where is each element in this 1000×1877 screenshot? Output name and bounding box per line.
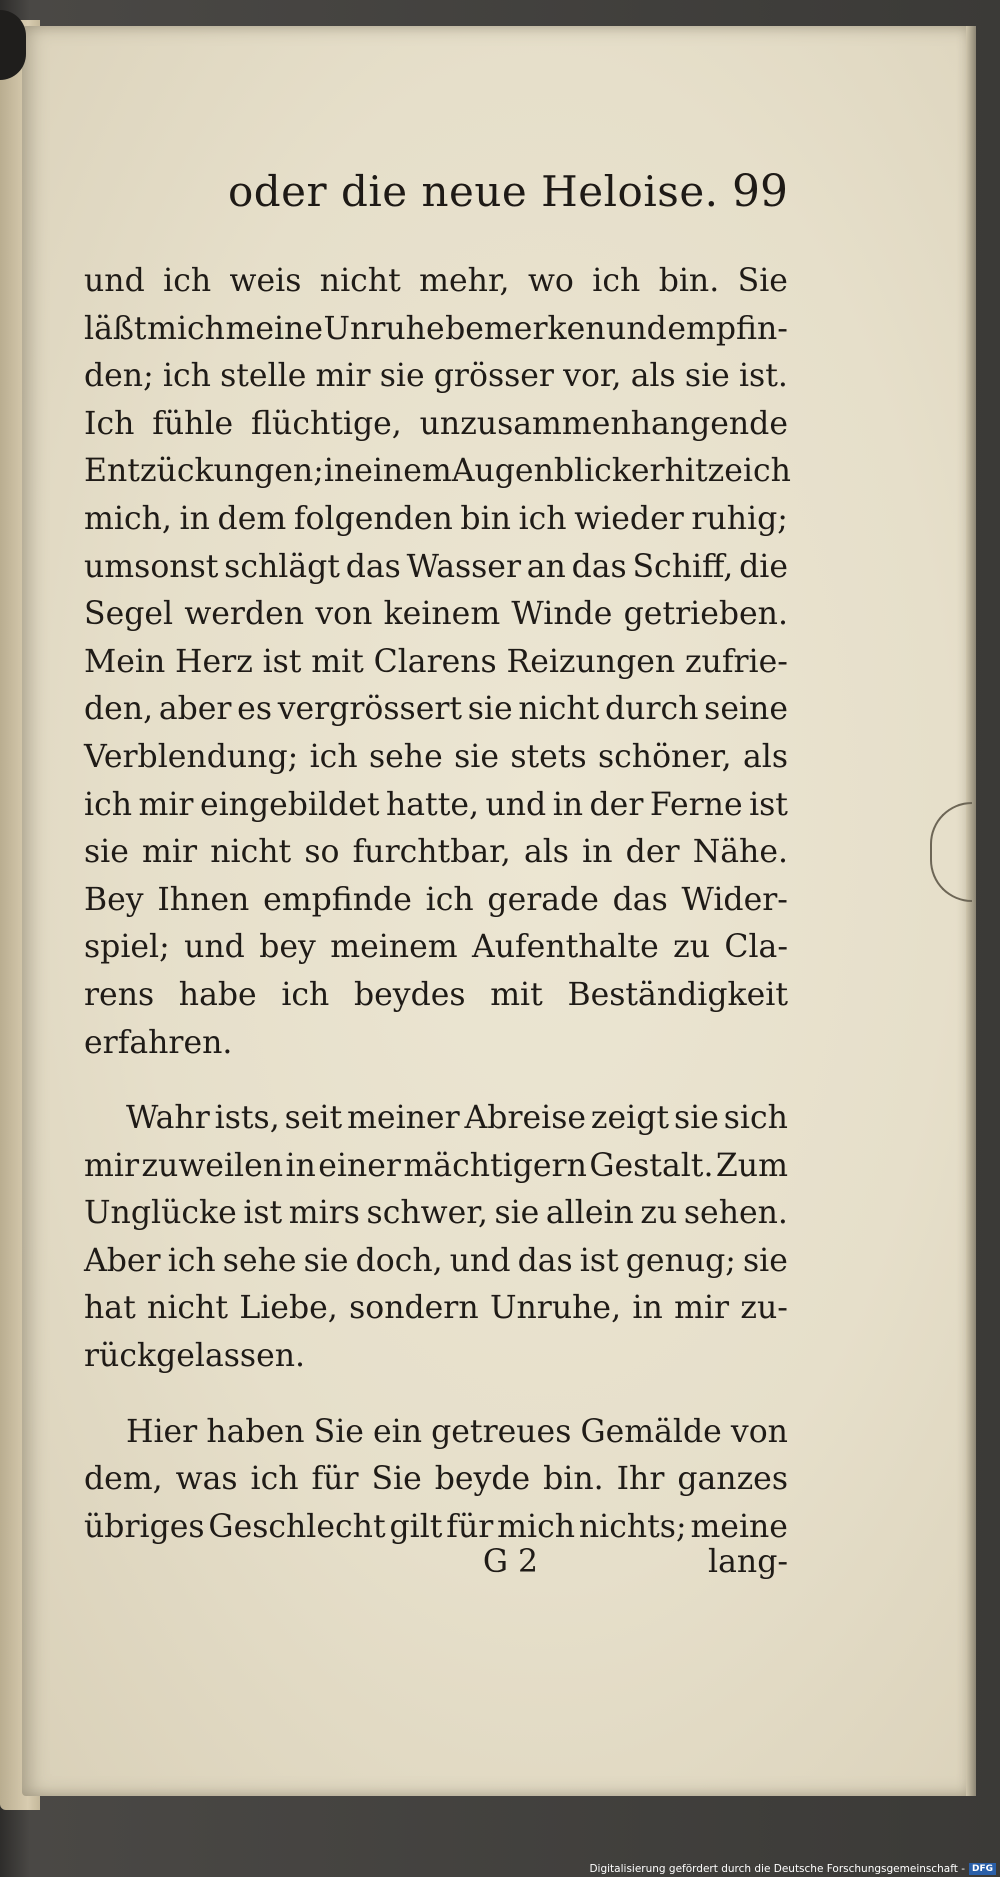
digitization-credit	[589, 1863, 996, 1875]
text-line: Unglücke ist mirs schwer, sie allein zu sehen.	[84, 1195, 788, 1232]
page-footer	[84, 1544, 788, 1580]
text-line: Entzückungen; in einem Augenblick erhitze ich	[84, 453, 791, 490]
text-line: ich mir eingebildet hatte, und in der Ferne ist	[84, 786, 788, 823]
text-line: mir zuweilen in einer mächtigern Gestalt. Zum	[84, 1147, 788, 1184]
catchword: lang-	[708, 1544, 788, 1580]
credit-text: Digitalisierung gefördert durch die Deutsche Forschungsgemeinschaft -	[589, 1863, 965, 1875]
text-line: dem, was ich für Sie beyde bin. Ihr ganzes	[84, 1461, 788, 1498]
running-head: oder die neue Heloise.	[228, 167, 719, 216]
text-line: den, aber es vergrössert sie nicht durch seine	[84, 691, 788, 728]
text-line: spiel; und bey meinem Aufenthalte zu Cla-	[84, 929, 788, 966]
text-line: Wahr ists, seit meiner Abreise zeigt sie sich	[126, 1100, 788, 1137]
text-line: Bey Ihnen empfinde ich gerade das Wider-	[84, 881, 788, 918]
text-line: Ich fühle flüchtige, unzusammenhangende	[84, 405, 788, 442]
text-line: Segel werden von keinem Winde getrieben.	[84, 596, 788, 633]
signature-mark: G 2	[482, 1544, 539, 1580]
dfg-logo: DFG	[969, 1863, 996, 1875]
text-line: hat nicht Liebe, sondern Unruhe, in mir zu-	[84, 1290, 788, 1327]
text-line: mich, in dem folgenden bin ich wieder ruhig;	[84, 500, 788, 537]
page-header	[228, 166, 788, 217]
text-line: und ich weis nicht mehr, wo ich bin. Sie	[84, 263, 788, 299]
text-line: Mein Herz ist mit Clarens Reizungen zufrie-	[84, 643, 788, 680]
body-text	[84, 258, 791, 1551]
text-line: sie mir nicht so furchtbar, als in der Nähe.	[84, 834, 788, 871]
paragraph-3	[84, 1409, 788, 1552]
text-line: rens habe ich beydes mit Beständigkeit	[84, 976, 788, 1013]
text-line: Aber ich sehe sie doch, und das ist genug; sie	[84, 1242, 788, 1279]
paragraph-2	[84, 1095, 788, 1381]
text-line: läßt mich meine Unruhe bemerken und empfin-	[84, 310, 788, 347]
paragraph-1	[84, 258, 791, 1067]
text-line: rückgelassen.	[84, 1338, 306, 1375]
text-line: Verblendung; ich sehe sie stets schöner, als	[84, 738, 788, 775]
text-line: Hier haben Sie ein getreues Gemälde von	[126, 1413, 788, 1450]
page-fore-edge	[966, 26, 976, 1796]
text-line: umsonst schlägt das Wasser an das Schiff, die	[84, 548, 788, 585]
text-line: übriges Geschlecht gilt für mich nichts; meine	[84, 1508, 788, 1545]
text-line: den; ich stelle mir sie grösser vor, als sie ist.	[84, 358, 788, 395]
text-line: erfahren.	[84, 1024, 233, 1061]
page-number: 99	[732, 166, 788, 217]
